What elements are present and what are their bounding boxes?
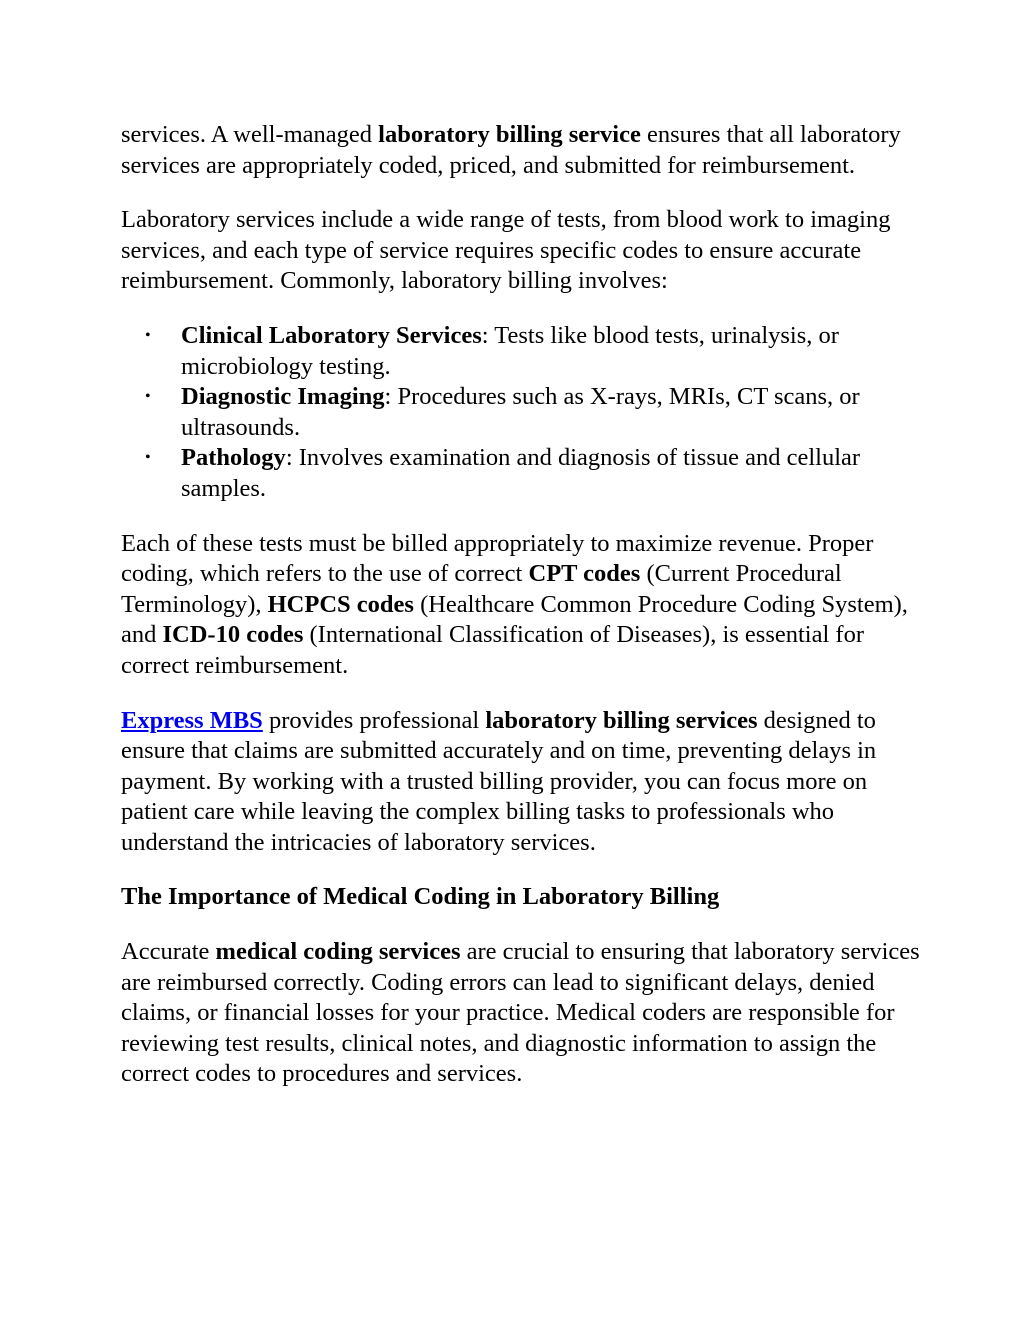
lab-billing-list	[121, 321, 921, 505]
paragraph-coding: Each of these tests must be billed appropriately to maximize revenue. Proper coding, which refers to the use of correct CPT codes (Current Procedural Terminology), HCPCS codes (Healthcare Common Procedure Coding System), and ICD-10 codes (International Classification of Diseases), is essential for correct reimbursement.	[121, 529, 908, 679]
bold-term-cpt: CPT codes	[528, 560, 641, 588]
bullet-icon: •	[145, 449, 151, 467]
list-item-text: : Tests like blood tests, urinalysis, or microbiology testing.	[181, 321, 839, 380]
list-item-text: : Involves examination and diagnosis of tissue and cellular samples.	[181, 444, 861, 502]
paragraph-lab-services: Laboratory services include a wide range of tests, from blood work to imaging services, and each type of service requires specific codes to ensure accurate reimbursement. Commonly, laboratory billing involves:	[121, 206, 891, 295]
list-item-term: Clinical Laboratory Services	[181, 321, 482, 349]
express-mbs-link[interactable]: Express MBS	[121, 706, 263, 734]
bold-term-lab-billing-service: laboratory billing service	[378, 121, 641, 148]
bold-term-medical-coding-services: medical coding services	[215, 938, 461, 966]
list-item-term: Pathology	[181, 444, 286, 472]
paragraph-medical-coding: Accurate medical coding services are crucial to ensuring that laboratory services are reimbursed correctly. Coding errors can lead to significant delays, denied claims, or financial losses for your practice. Medical coders are responsible for reviewing test results, clinical notes, and diagnostic information to assign the correct codes to procedures and services.	[121, 938, 920, 1088]
list-item	[121, 443, 921, 504]
list-item-term: Diagnostic Imaging	[181, 383, 385, 411]
bold-term-lab-billing-services: laboratory billing services	[485, 706, 758, 734]
bullet-icon: •	[145, 388, 151, 406]
bold-term-hcpcs: HCPCS codes	[267, 590, 414, 618]
paragraph-intro: services. A well-managed laboratory billing service ensures that all laboratory services are appropriately coded, priced, and submitted for reimbursement.	[121, 121, 901, 179]
bold-term-icd10: ICD-10 codes	[162, 621, 304, 649]
list-item	[121, 321, 921, 382]
document-page	[121, 120, 921, 1114]
paragraph-express-mbs: Express MBS provides professional laboratory billing services designed to ensure that claims are submitted accurately and on time, preventing delays in payment. By working with a trusted billing provider, you can focus more on patient care while leaving the complex billing tasks to professionals who understand the intricacies of laboratory services.	[121, 706, 877, 856]
list-item-text: : Procedures such as X-rays, MRIs, CT scans, or ultrasounds.	[181, 383, 860, 441]
list-item	[121, 382, 921, 443]
section-heading: The Importance of Medical Coding in Laboratory Billing	[121, 883, 720, 911]
bullet-icon: •	[145, 326, 151, 344]
